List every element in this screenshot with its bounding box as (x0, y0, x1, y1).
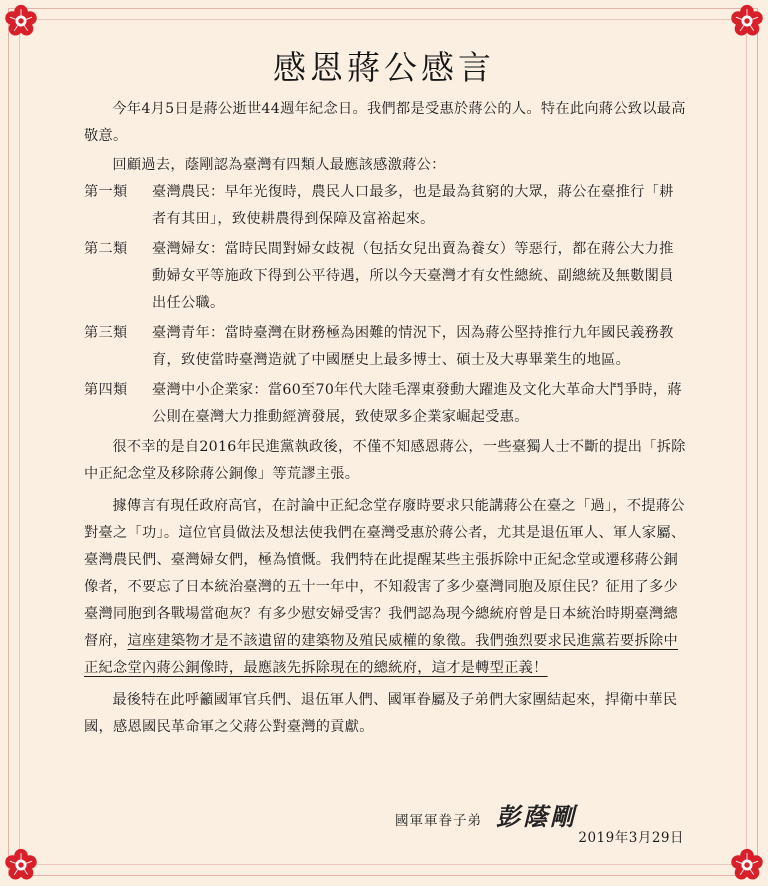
signature-date: 2019年3月29日 (578, 830, 684, 846)
page-title: 感恩蔣公感言 (273, 48, 495, 87)
signature-block (395, 797, 577, 832)
signature-org: 國軍軍眷子弟 (395, 813, 482, 829)
category-label: 第四類 (84, 382, 128, 398)
category-text: 臺灣中小企業家：當60至70年代大陸毛澤東發動大躍進及文化大革命大鬥爭時，蔣公則在臺灣大力推動經濟發展，致使眾多企業家崛起受惠。 (152, 382, 682, 425)
paragraph-intro: 回顧過去，蔭剛認為臺灣有四類人最應該感激蔣公： (112, 157, 446, 173)
category-text: 臺灣農民：早年光復時，農民人口最多，也是最為貧窮的大眾，蔣公在臺推行「耕者有其田」，致使耕農得到保障及富裕起來。 (152, 184, 674, 227)
category-item (84, 320, 688, 374)
category-label: 第二類 (84, 241, 128, 257)
category-item (84, 236, 688, 317)
category-text: 臺灣婦女：當時民間對婦女歧視（包括女兒出賣為養女）等惡行，都在蔣公大力推動婦女平等施政下得到公平待遇，所以今天臺灣才有女性總統、副總統及無數閣員出任公職。 (152, 241, 674, 311)
paragraph-dpp-claims: 很不幸的是自2016年民進黨執政後，不僅不知感恩蔣公，一些臺獨人士不斷的提出「拆除中正紀念堂及移除蔣公銅像」等荒謬主張。 (84, 439, 686, 482)
underlined-demand: 這座建築物才是不該遺留的建築物及殖民威權的象徵。我們強烈要求民進黨若要拆除中正紀念堂內蔣公銅像時，最應該先拆除現在的總統府，這才是轉型正義！ (84, 633, 678, 676)
plum-blossom-icon (730, 4, 764, 38)
plum-blossom-icon (4, 848, 38, 882)
paragraph-anniversary: 今年4月5日是蔣公逝世44週年紀念日。我們都是受惠於蔣公的人。特在此向蔣公致以最高敬意。 (84, 101, 686, 144)
paragraph-official-rumor (84, 493, 688, 682)
paragraph-official-rumor-text: 據傳言有現任政府高官，在討論中正紀念堂存廢時要求只能講蔣公在臺之「過」，不提蔣公對臺之「功」。這位官員做法及想法使我們在臺灣受惠於蔣公者，尤其是退伍軍人、軍人家屬、臺灣農民們、臺灣婦女們，極為憤慨。我們特在此提醒某些主張拆除中正紀念堂或遷移蔣公銅像者，不要忘了日本統治臺灣的五十一年中，不知殺害了多少臺灣同胞及原住民？征用了多少臺灣同胞到各戰場當砲灰？有多少慰安婦受害？我們認為現今總統府曾是日本統治時期臺灣總督府， (84, 498, 686, 649)
letter-body (84, 96, 688, 743)
paragraph-closing-appeal: 最後特在此呼籲國軍官兵們、退伍軍人們、國軍眷屬及子弟們大家團結起來，捍衛中華民國，感恩國民革命軍之父蔣公對臺灣的貢獻。 (84, 692, 678, 735)
category-label: 第三類 (84, 325, 128, 341)
signature-name: 彭蔭剛 (496, 802, 577, 831)
plum-blossom-icon (730, 848, 764, 882)
category-text: 臺灣青年：當時臺灣在財務極為困難的情況下，因為蔣公堅持推行九年國民義務教育，致使當時臺灣造就了中國歷史上最多博士、碩士及大專畢業生的地區。 (152, 325, 674, 368)
category-label: 第一類 (84, 184, 128, 200)
category-item (84, 179, 688, 233)
category-item (84, 377, 688, 431)
plum-blossom-icon (4, 4, 38, 38)
